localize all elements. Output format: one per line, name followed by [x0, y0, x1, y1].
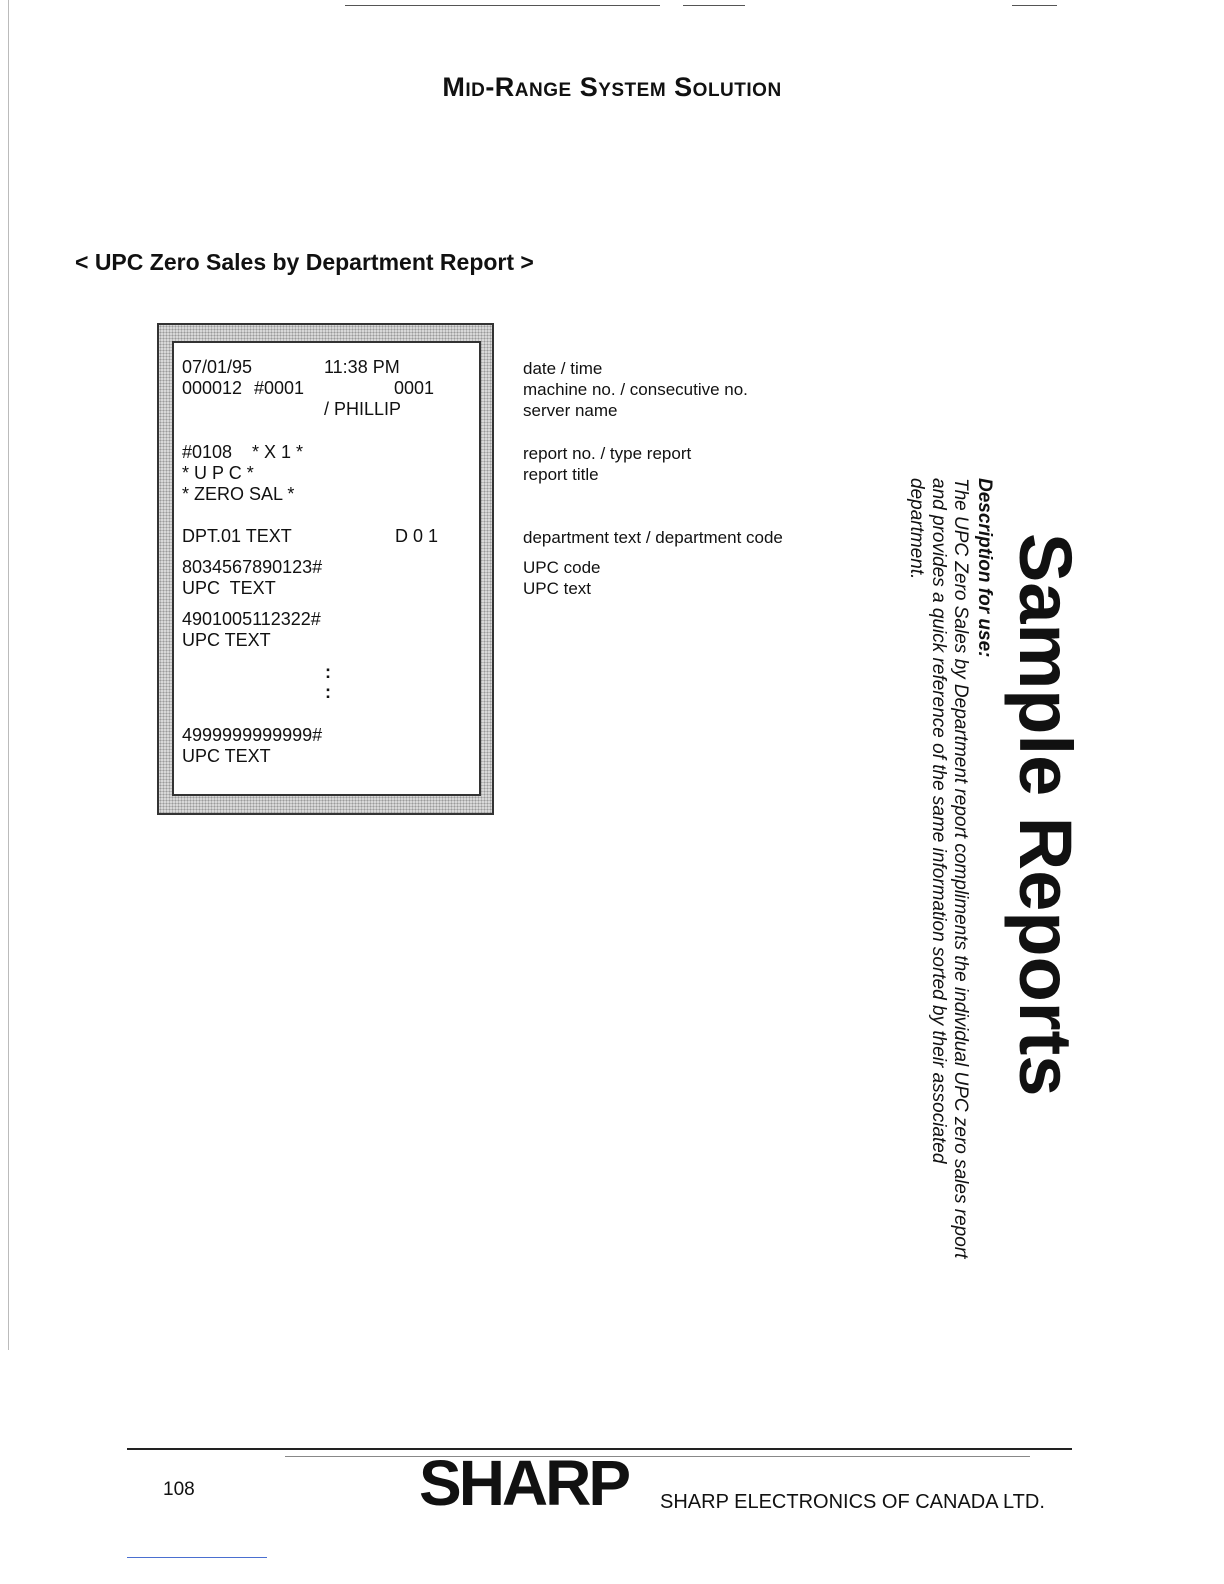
receipt-upc-text: UPC TEXT: [182, 578, 276, 598]
desc-report-type: report no. / type report: [523, 444, 692, 463]
description-heading: Description for use:: [974, 478, 995, 658]
sample-reports-sidebar: [895, 478, 1085, 1278]
company-name: SHARP ELECTRONICS OF CANADA LTD.: [660, 1491, 1045, 1513]
receipt-upc-code: 8034567890123#: [182, 557, 323, 577]
receipt-ellipsis: :: [325, 682, 331, 702]
margin-rule: [8, 0, 9, 1350]
desc-department: department text / department code: [523, 528, 783, 547]
receipt-consecutive-no: #0001: [254, 378, 305, 398]
description-body: The UPC Zero Sales by Department report compliments the individual UPC zero sales report and provides a quick reference of the same information sorted by their associated department.: [906, 478, 971, 1259]
footer-rule: [285, 1456, 1030, 1457]
receipt-type-report: * X 1 *: [252, 442, 304, 462]
receipt-date: 07/01/95: [182, 357, 253, 377]
desc-report-title: report title: [523, 465, 599, 484]
receipt-dept-text: DPT.01 TEXT: [182, 526, 292, 546]
page-header-title: Mid-Range System Solution: [442, 72, 782, 102]
receipt-upc-text: UPC TEXT: [182, 746, 271, 766]
top-rule: [345, 5, 660, 6]
sharp-logo: SHARP: [419, 1447, 629, 1519]
desc-server: server name: [523, 401, 618, 420]
receipt-upc-code: 4901005112322#: [182, 609, 321, 629]
receipt-ellipsis: :: [325, 662, 331, 682]
page-number: 108: [163, 1479, 195, 1500]
desc-upc-code: UPC code: [523, 558, 601, 577]
desc-upc-text: UPC text: [523, 579, 592, 598]
receipt-machine-no: 000012: [182, 378, 243, 398]
bottom-rule: [127, 1557, 267, 1558]
receipt-upc-text: UPC TEXT: [182, 630, 271, 650]
receipt-title-zero-sal: * ZERO SAL *: [182, 484, 295, 504]
top-rule: [683, 5, 745, 6]
sample-reports-title: Sample Reports: [1004, 533, 1087, 1097]
top-rule: [1012, 5, 1057, 6]
receipt-title-upc: * U P C *: [182, 463, 254, 483]
receipt-report-no: #0108: [182, 442, 233, 462]
desc-date-time: date / time: [523, 359, 603, 378]
receipt-server-code: 0001: [394, 378, 435, 398]
receipt-server-name: / PHILLIP: [324, 399, 402, 419]
report-title: < UPC Zero Sales by Department Report >: [75, 249, 534, 275]
desc-machine: machine no. / consecutive no.: [523, 380, 748, 399]
receipt-time: 11:38 PM: [324, 357, 400, 377]
receipt-dept-code: D 0 1: [395, 526, 439, 546]
receipt-upc-code: 4999999999999#: [182, 725, 323, 745]
